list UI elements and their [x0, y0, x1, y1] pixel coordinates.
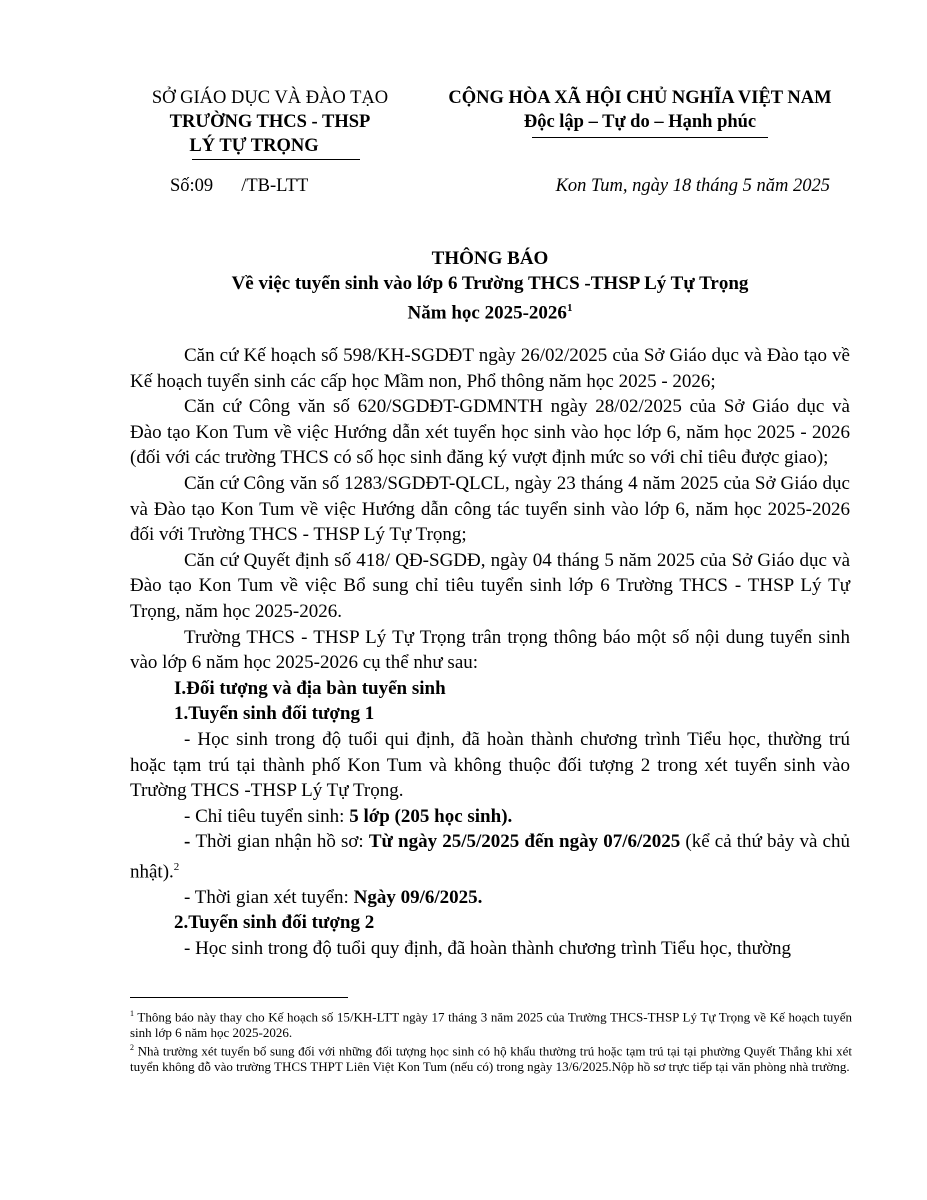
footnote-1-text: Thông báo này thay cho Kế hoạch số 15/KH-LTT ngày 17 tháng 3 năm 2025 của Trường THCS-THSP Lý Tự Trọng về Kế hoạch tuyển sinh lớp 6 năm học 2025-2026. — [130, 1009, 852, 1040]
group1-review-date — [130, 885, 850, 911]
school-name-line-2: LÝ TỰ TRỌNG — [189, 136, 319, 156]
school-name-underline — [192, 159, 360, 160]
national-motto — [420, 86, 860, 138]
quota-label: - Chỉ tiêu tuyển sinh: — [184, 805, 350, 827]
motto-underline — [532, 137, 768, 138]
legal-basis-1: Căn cứ Kế hoạch số 598/KH-SGDĐT ngày 26/02/2025 của Sở Giáo dục và Đào tạo về Kế hoạch tuyển sinh các cấp học Mầm non, Phổ thông năm học 2025 - 2026; — [130, 345, 850, 392]
application-note: (kể cả thứ bảy và chủ nhật). — [130, 831, 850, 883]
footnote-ref-1[interactable]: 1 — [566, 302, 573, 314]
group1-eligibility: - Học sinh trong độ tuổi qui định, đã hoàn thành chương trình Tiểu học, thường trú hoặc tạm trú tại thành phố Kon Tum và không thuộc đối tượng 2 trong xét tuyển sinh vào Trường THCS -THSP Lý Tự Trọng. — [130, 728, 850, 802]
issue-date: Kon Tum, ngày 18 tháng 5 năm 2025 — [555, 176, 830, 196]
footnote-ref-2[interactable]: 2 — [173, 860, 180, 873]
subsection-heading-1: 1.Tuyển sinh đối tượng 1 — [174, 703, 375, 725]
motto-line: Độc lập – Tự do – Hạnh phúc — [523, 112, 757, 132]
document-body — [130, 343, 850, 962]
doc-number-prefix: Số:09 — [170, 176, 214, 196]
section-heading-1: I.Đối tượng và địa bàn tuyển sinh — [174, 677, 446, 699]
application-dash: - — [184, 831, 196, 853]
legal-basis-2: Căn cứ Công văn số 620/SGDĐT-GDMNTH ngày 28/02/2025 của Sở Giáo dục và Đào tạo Kon Tum về việc Hướng dẫn xét tuyển học sinh vào học lớp 6, năm học 2025 - 2026 (đối với các trường THCS có số học sinh đăng ký vượt định mức so với chỉ tiêu được giao); — [130, 396, 850, 469]
footnote-divider — [130, 997, 348, 998]
application-label: Thời gian nhận hồ sơ: — [195, 831, 369, 853]
title-line-1: THÔNG BÁO — [431, 248, 549, 269]
doc-number-suffix: /TB-LTT — [241, 176, 309, 196]
title-line-2: Về việc tuyển sinh vào lớp 6 Trường THCS -THSP Lý Tự Trọng — [231, 273, 749, 294]
footnote-2-number: 2 — [130, 1043, 134, 1053]
group2-eligibility: - Học sinh trong độ tuổi quy định, đã hoàn thành chương trình Tiểu học, thường — [184, 937, 791, 959]
school-name-line-1: TRƯỜNG THCS - THSP — [169, 112, 371, 132]
country-name: CỘNG HÒA XÃ HỘI CHỦ NGHĨA VIỆT NAM — [448, 88, 832, 108]
legal-basis-3: Căn cứ Công văn số 1283/SGDĐT-QLCL, ngày 23 tháng 4 năm 2025 của Sở Giáo dục và Đào tạo Kon Tum về việc Hướng dẫn công tác tuyển sinh vào lớp 6, năm học 2025-2026 đối với Trường THCS - THSP Lý Tự Trọng; — [130, 472, 850, 546]
group1-application-period — [130, 829, 850, 885]
authority-line-1: SỞ GIÁO DỤC VÀ ĐÀO TẠO — [151, 88, 389, 108]
footnote-1-number: 1 — [130, 1009, 134, 1018]
footnote-2-text: Nhà trường xét tuyển bổ sung đối với những đối tượng học sinh có hộ khẩu thường trú hoặc tạm trú tại tại phường Quyết Thắng khi xét tuyển không đỗ vào trường THCS THPT Liên Việt Kon Tum (nếu có) trong ngày 13/6/2025.Nộp hồ sơ trực tiếp tại văn phòng nhà trường. — [130, 1043, 852, 1075]
group1-quota — [130, 804, 850, 830]
footnote-2 — [130, 1040, 852, 1074]
legal-basis-4: Căn cứ Quyết định số 418/ QĐ-SGDĐ, ngày 04 tháng 5 năm 2025 của Sở Giáo dục và Đào tạo Kon Tum về việc Bổ sung chỉ tiêu tuyển sinh lớp 6 Trường THCS - THSP Lý Tự Trọng, năm học 2025-2026. — [130, 549, 850, 622]
review-label: - Thời gian xét tuyển: — [184, 886, 354, 908]
application-dates: Từ ngày 25/5/2025 đến ngày 07/6/2025 — [368, 831, 681, 853]
review-value: Ngày 09/6/2025. — [353, 886, 483, 908]
document-title — [110, 246, 870, 325]
intro-paragraph: Trường THCS - THSP Lý Tự Trọng trân trọng thông báo một số nội dung tuyển sinh vào lớp 6 năm học 2025-2026 cụ thể như sau: — [130, 626, 850, 674]
school-year: Năm học 2025-2026 — [407, 302, 567, 324]
quota-value: 5 lớp (205 học sinh). — [349, 805, 513, 827]
issuing-authority — [120, 86, 420, 160]
footnotes — [130, 1006, 852, 1075]
document-number — [170, 176, 308, 197]
footnote-1 — [130, 1006, 852, 1040]
subsection-heading-2: 2.Tuyển sinh đối tượng 2 — [174, 912, 375, 934]
title-line-3 — [110, 296, 870, 325]
